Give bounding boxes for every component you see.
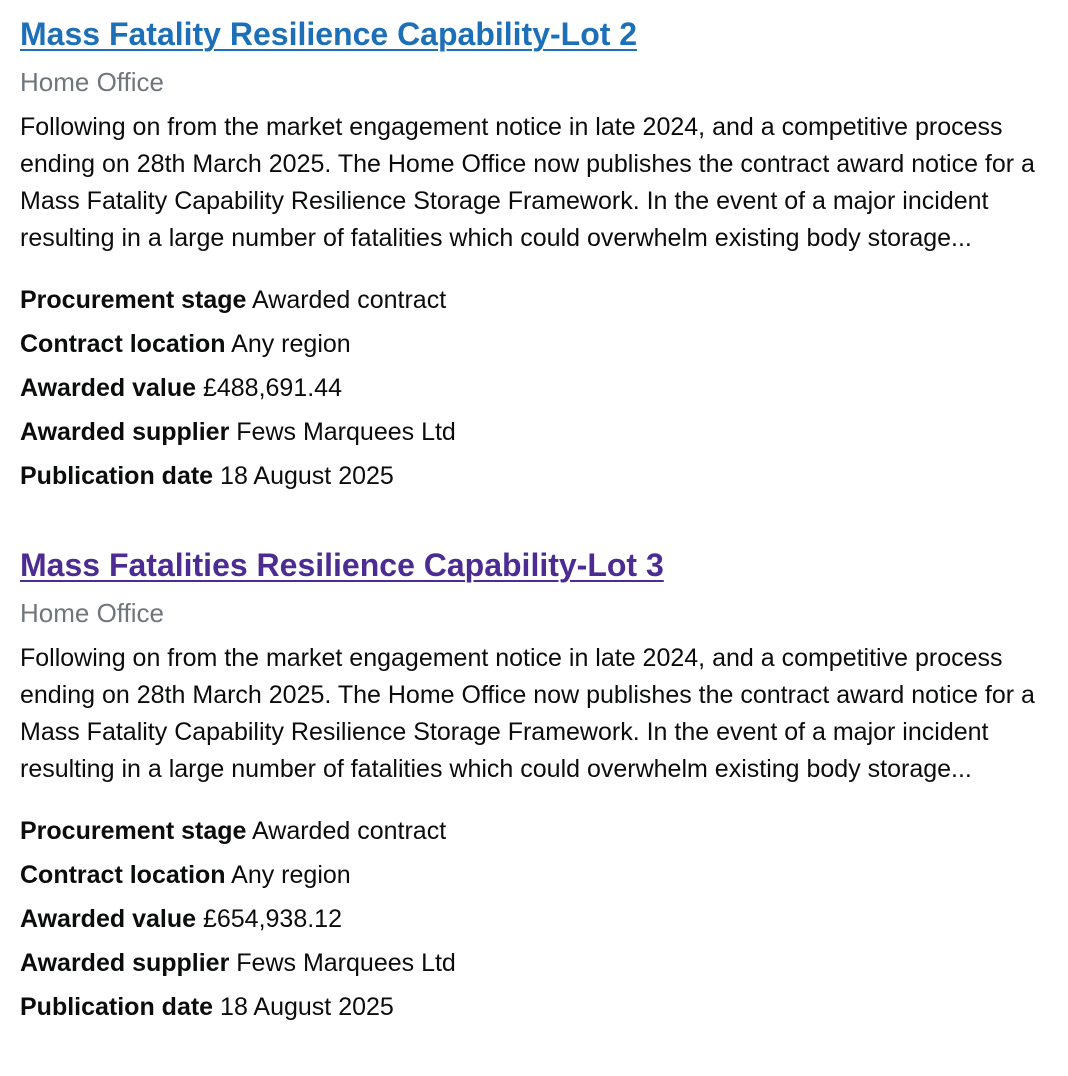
procurement-stage-value: Awarded contract [252,286,447,314]
result-description: Following on from the market engagement notice in late 2024, and a competitive process ending on 28th March 2025. The Home Office now publishes the contract award notice for a Mass Fatality Capability Resilience Storage Framework. In the event of a major incident resulting in a large number of fatalities which could overwhelm existing body storage... [20,113,1035,252]
result-title-link[interactable]: Mass Fatalities Resilience Capability-Lot 3 [20,547,664,583]
procurement-stage-row [20,809,1050,853]
search-result [20,543,1050,1029]
publication-date-label: Publication date [20,462,214,490]
contract-location-row [20,322,1050,366]
publication-date-label: Publication date [20,993,214,1021]
awarded-value-label: Awarded value [20,905,197,933]
result-organisation: Home Office [20,67,165,97]
publication-date-value: 18 August 2025 [220,993,394,1021]
awarded-value-row [20,366,1050,410]
contract-location-row [20,853,1050,897]
search-result [20,12,1050,498]
publication-date-row [20,454,1050,498]
awarded-supplier-label: Awarded supplier [20,418,230,446]
result-metadata [20,809,1050,1029]
awarded-supplier-row [20,941,1050,985]
procurement-stage-label: Procurement stage [20,286,247,314]
contract-location-value: Any region [231,330,351,358]
awarded-value-row [20,897,1050,941]
contract-location-label: Contract location [20,861,226,889]
contract-location-value: Any region [231,861,351,889]
result-metadata [20,278,1050,498]
awarded-supplier-row [20,410,1050,454]
awarded-supplier-label: Awarded supplier [20,949,230,977]
awarded-supplier-value: Fews Marquees Ltd [236,418,456,446]
result-description: Following on from the market engagement notice in late 2024, and a competitive process ending on 28th March 2025. The Home Office now publishes the contract award notice for a Mass Fatality Capability Resilience Storage Framework. In the event of a major incident resulting in a large number of fatalities which could overwhelm existing body storage... [20,644,1035,783]
awarded-value-value: £488,691.44 [202,374,342,402]
publication-date-value: 18 August 2025 [220,462,394,490]
procurement-stage-label: Procurement stage [20,817,247,845]
contract-location-label: Contract location [20,330,226,358]
procurement-stage-value: Awarded contract [252,817,447,845]
awarded-value-value: £654,938.12 [202,905,342,933]
awarded-value-label: Awarded value [20,374,197,402]
result-organisation: Home Office [20,598,165,628]
procurement-stage-row [20,278,1050,322]
result-title-link[interactable]: Mass Fatality Resilience Capability-Lot 2 [20,16,638,52]
publication-date-row [20,985,1050,1029]
awarded-supplier-value: Fews Marquees Ltd [236,949,456,977]
